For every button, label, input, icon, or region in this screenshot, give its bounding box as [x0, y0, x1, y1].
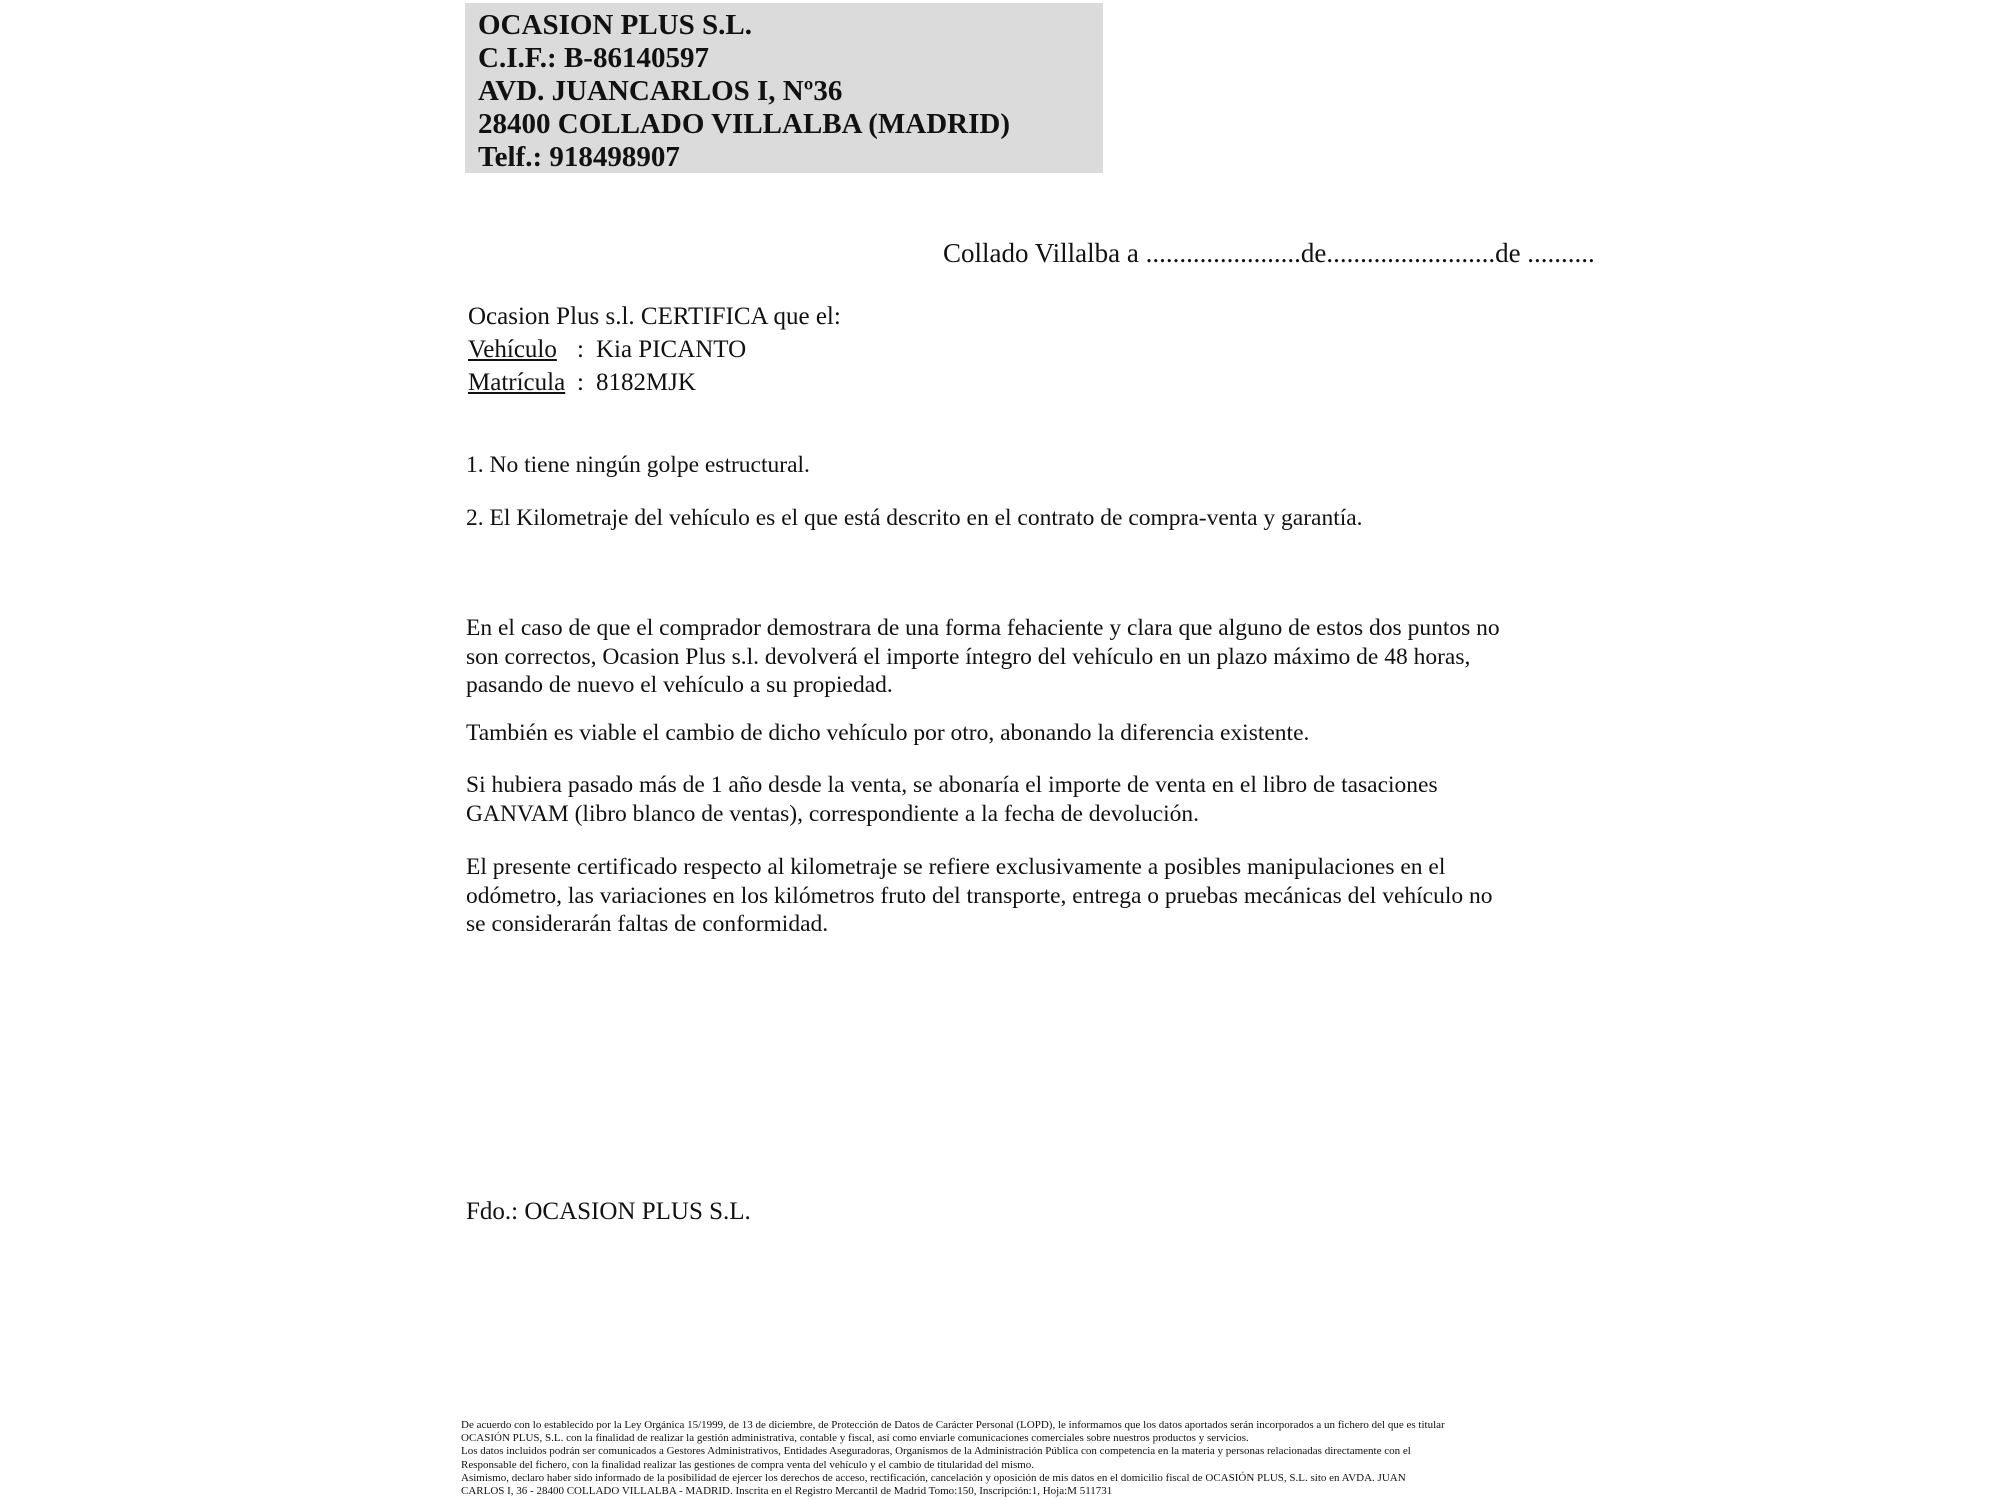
paragraph-line: Si hubiera pasado más de 1 año desde la venta, se abonaría el importe de venta en el libro de tasaciones [466, 772, 1438, 798]
legal-line: De acuerdo con lo establecido por la Ley Orgánica 15/1999, de 13 de diciembre, de Protección de Datos de Carácter Personal (LOPD), le informamos que los datos aportados serán incorporados a un fichero del que es titular [461, 1419, 1445, 1431]
numbered-item-mileage: 2. El Kilometraje del vehículo es el que está descrito en el contrato de compra-venta y garantía. [466, 505, 1363, 531]
legal-line: Responsable del fichero, con la finalidad realizar las gestiones de compra venta del vehículo y el cambio de titularidad del mismo. [461, 1458, 1035, 1471]
vehicle-label: Vehículo [468, 336, 557, 363]
signature-line: Fdo.: OCASION PLUS S.L. [466, 1198, 751, 1225]
paragraph-line: El presente certificado respecto al kilometraje se refiere exclusivamente a posibles manipulaciones en el [466, 854, 1446, 880]
paragraph-line: son correctos, Ocasion Plus s.l. devolverá el importe íntegro del vehículo en un plazo máximo de 48 horas, [466, 643, 1471, 670]
paragraph-exchange-option [466, 719, 1576, 748]
legal-line: OCASIÓN PLUS, S.L. con la finalidad de realizar la gestión administrativa, contable y fiscal, así como enviarle comunicaciones comerciales sobre nuestros productos y servicios. [461, 1432, 1249, 1445]
company-name: OCASION PLUS S.L. [478, 9, 752, 41]
plate-value: 8182MJK [595, 369, 696, 396]
legal-line: Los datos incluidos podrán ser comunicados a Gestores Administrativos, Entidades Aseguradoras, Organismos de la Administración Pública con competencia en la materia y personas relacionadas directamente con el [461, 1445, 1411, 1458]
legal-footer [461, 1419, 1571, 1498]
date-place-line: Collado Villalba a .......................de.........................de .......... [943, 238, 1595, 268]
numbered-item-structural: 1. No tiene ningún golpe estructural. [466, 452, 810, 478]
company-header-block [465, 3, 1103, 173]
paragraph-line: pasando de nuevo el vehículo a su propiedad. [466, 672, 893, 698]
paragraph-line: También es viable el cambio de dicho vehículo por otro, abonando la diferencia existente. [466, 720, 1310, 746]
plate-field [468, 366, 841, 399]
plate-separator: : [577, 369, 584, 396]
paragraph-line: GANVAM (libro blanco de ventas), correspondiente a la fecha de devolución. [466, 800, 1200, 827]
paragraph-line: En el caso de que el comprador demostrara de una forma fehaciente y clara que alguno de estos dos puntos no [466, 615, 1500, 641]
paragraph-line: odómetro, las variaciones en los kilómetros fruto del transporte, entrega o pruebas mecánicas del vehículo no [466, 882, 1493, 909]
paragraph-odometer-scope [466, 853, 1576, 939]
company-address: AVD. JUANCARLOS I, Nº36 [478, 75, 843, 107]
paragraph-line: se considerarán faltas de conformidad. [466, 911, 829, 937]
paragraph-refund-guarantee [466, 614, 1576, 700]
vehicle-separator: : [577, 336, 584, 363]
vehicle-value: Kia PICANTO [595, 336, 747, 363]
legal-line: CARLOS I, 36 - 28400 COLLADO VILLALBA - MADRID. Inscrita en el Registro Mercantil de Madrid Tomo:150, Inscripción:1, Hoja:M 511731 [461, 1485, 1113, 1498]
company-cif: C.I.F.: B-86140597 [478, 42, 709, 74]
plate-label: Matrícula [468, 369, 566, 396]
vehicle-field [468, 333, 841, 366]
company-city: 28400 COLLADO VILLALBA (MADRID) [478, 108, 1010, 140]
paragraph-ganvam-valuation [466, 771, 1576, 828]
company-phone: Telf.: 918498907 [478, 141, 680, 173]
legal-line: Asimismo, declaro haber sido informado de la posibilidad de ejercer los derechos de acceso, rectificación, cancelación y oposición de mis datos en el domicilio fiscal de OCASIÓN PLUS, S.L. sito en AVDA. JUAN [461, 1471, 1406, 1484]
certification-block [468, 300, 841, 399]
certification-intro: Ocasion Plus s.l. CERTIFICA que el: [468, 303, 841, 330]
